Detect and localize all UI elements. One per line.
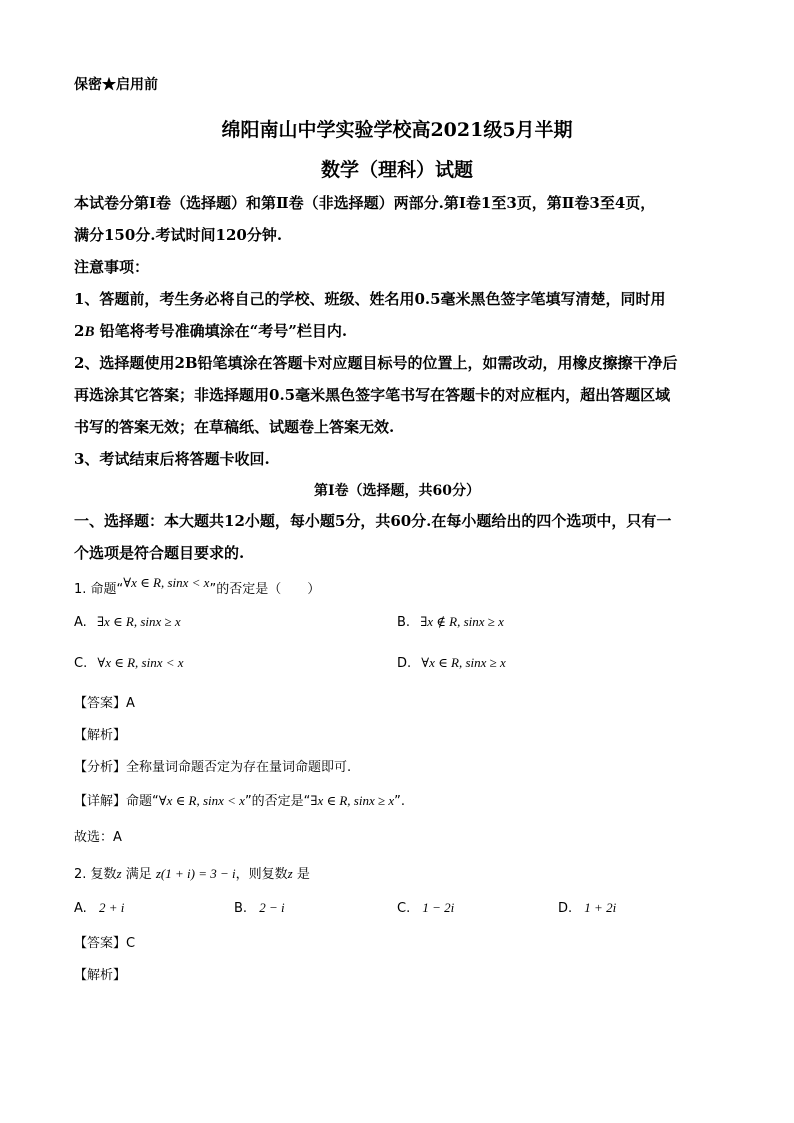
- question-1-analysis: [74, 756, 351, 775]
- analysis-text: 全称量词命题否定为存在量词命题即可.: [126, 760, 352, 775]
- option-label: C.: [74, 656, 88, 671]
- option-text: ∀x ∈ R, sinx < x: [97, 655, 184, 670]
- question-2-option-d: [558, 900, 616, 916]
- detail-tag: 【详解】: [74, 794, 127, 809]
- note-1-line-2: [74, 320, 347, 341]
- question-1-choose: 故选：A: [74, 830, 122, 845]
- question-2-analysis-heading: 【解析】: [74, 968, 127, 983]
- question-2-mid-1: 满足: [121, 867, 156, 882]
- option-label: A.: [74, 615, 87, 630]
- question-1-option-a: [74, 614, 181, 630]
- option-text: 1 − 2i: [422, 900, 455, 915]
- question-2-equation: z(1 + i) = 3 − i: [155, 866, 236, 881]
- confidential-label: 保密★启用前: [74, 77, 158, 93]
- question-2-option-c: [397, 900, 454, 916]
- question-1-stem: [74, 575, 321, 597]
- note-3: 3、考试结束后将答题卡收回.: [74, 450, 270, 468]
- question-2-suffix: 是: [292, 867, 310, 882]
- section-1-title: 第Ⅰ卷（选择题，共60分）: [313, 483, 481, 499]
- option-label: B.: [234, 901, 248, 916]
- note-1-line-1: 1、答题前，考生务必将自己的学校、班级、姓名用0.5毫米黑色签字笔填写清楚，同时用: [74, 290, 666, 308]
- detail-expression-2: ∃x ∈ R, sinx ≥ x: [310, 793, 395, 808]
- note-1-line-2-text: 铅笔将考号准确填涂在“考号”栏目内.: [94, 322, 348, 340]
- note-2-line-1: 2、选择题使用2B铅笔填涂在答题卡对应题目标号的位置上，如需改动，用橡皮擦擦干净后: [74, 354, 678, 372]
- option-text: ∃x ∉ R, sinx ≥ x: [420, 614, 504, 629]
- question-2-stem: [74, 863, 310, 882]
- detail-end: ”.: [394, 794, 406, 809]
- question-1-option-d: [397, 655, 506, 671]
- analysis-tag: 【分析】: [74, 760, 127, 775]
- option-label: D.: [397, 656, 412, 671]
- detail-pre: 命题“: [126, 794, 159, 809]
- note-2-line-2: 再选涂其它答案；非选择题用0.5毫米黑色签字笔书写在答题卡的对应框内，超出答题区域: [74, 386, 671, 404]
- question-2-answer: 【答案】C: [74, 936, 136, 951]
- question-1-expression: ∀x ∈ R, sinx < x: [123, 575, 210, 590]
- detail-mid: ”的否定是“: [244, 794, 311, 809]
- option-text: 2 − i: [259, 900, 285, 915]
- question-2-prefix: 2. 复数: [74, 867, 117, 882]
- section-1-instructions-line-1: 一、选择题：本大题共12小题，每小题5分，共60分.在每小题给出的四个选项中，只有一: [74, 512, 672, 530]
- question-1-answer: 【答案】A: [74, 696, 135, 711]
- option-label: A.: [74, 901, 87, 916]
- intro-line-1: 本试卷分第Ⅰ卷（选择题）和第Ⅱ卷（非选择题）两部分.第Ⅰ卷1至3页，第Ⅱ卷3至4页，: [74, 194, 656, 212]
- exam-title: 绵阳南山中学实验学校高2021级5月半期: [221, 119, 573, 141]
- note-1-2b-letter: B: [84, 324, 95, 340]
- option-text: 1 + 2i: [584, 900, 617, 915]
- option-label: C.: [397, 901, 411, 916]
- question-1-analysis-heading: 【解析】: [74, 728, 127, 743]
- exam-subtitle: 数学（理科）试题: [320, 159, 473, 181]
- note-1-2b-number: 2: [74, 322, 85, 340]
- question-2-option-b: [234, 900, 285, 916]
- question-2-variable-z-2: z: [287, 866, 293, 881]
- question-2-mid-2: ，则复数: [235, 867, 288, 882]
- detail-expression-1: ∀x ∈ R, sinx < x: [158, 793, 245, 808]
- notes-heading: 注意事项：: [74, 258, 150, 276]
- option-label: B.: [397, 615, 411, 630]
- option-label: D.: [558, 901, 573, 916]
- note-2-line-3: 书写的答案无效；在草稿纸、试题卷上答案无效.: [74, 418, 395, 436]
- question-1-prefix: 1. 命题“: [74, 582, 124, 597]
- option-text: ∀x ∈ R, sinx ≥ x: [421, 655, 506, 670]
- question-2-variable-z: z: [116, 866, 122, 881]
- intro-line-2: 满分150分.考试时间120分钟.: [74, 226, 283, 244]
- section-1-instructions-line-2: 个选项是符合题目要求的.: [74, 544, 245, 562]
- question-1-suffix: ”的否定是（ ）: [209, 582, 321, 597]
- question-1-detail: [74, 790, 405, 809]
- option-text: ∃x ∈ R, sinx ≥ x: [96, 614, 181, 629]
- question-2-option-a: [74, 900, 124, 916]
- question-1-option-b: [397, 614, 504, 630]
- question-1-option-c: [74, 655, 184, 671]
- option-text: 2 + i: [98, 900, 125, 915]
